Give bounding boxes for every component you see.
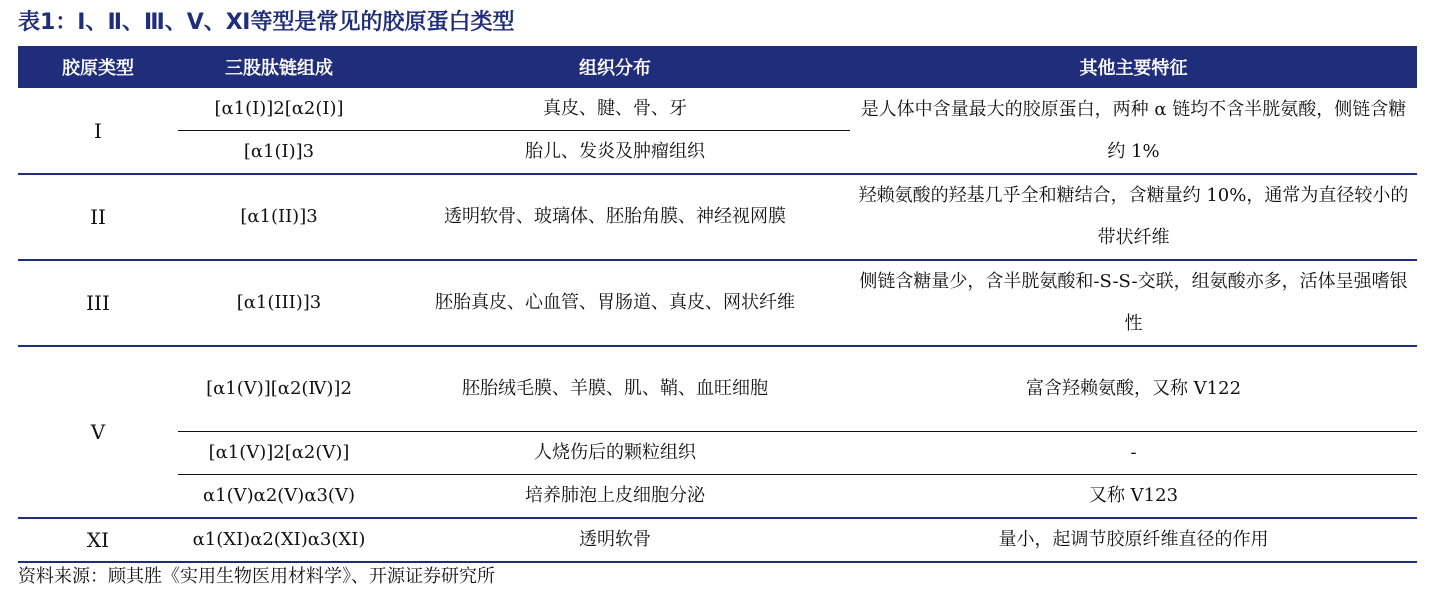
cell-type: II: [18, 174, 178, 260]
cell-type: V: [18, 346, 178, 518]
source-note: 资料来源：顾其胜《实用生物医用材料学》、开源证券研究所: [18, 566, 495, 587]
table-row: [18, 88, 1417, 131]
header-row: [18, 46, 1417, 88]
cell-chain: [α1(II)]3: [178, 174, 380, 260]
header-type: 胶原类型: [18, 46, 178, 88]
cell-features: 富含羟赖氨酸，又称 V122: [850, 346, 1417, 432]
header-features: 其他主要特征: [850, 46, 1417, 88]
cell-distribution: 透明软骨: [380, 518, 850, 562]
cell-chain: [α1(Ⅴ)]2[α2(Ⅴ)]: [178, 432, 380, 475]
table-row: [18, 432, 1417, 475]
cell-chain: α1(XI)α2(XI)α3(XI): [178, 518, 380, 562]
cell-distribution: 培养肺泡上皮细胞分泌: [380, 475, 850, 519]
table-row: [18, 174, 1417, 260]
cell-type: III: [18, 260, 178, 346]
table-row: [18, 518, 1417, 562]
cell-chain: [α1(Ⅴ)][α2(Ⅳ)]2: [178, 346, 380, 432]
cell-distribution: 透明软骨、玻璃体、胚胎角膜、神经视网膜: [380, 174, 850, 260]
cell-distribution: 胎儿、发炎及肿瘤组织: [380, 131, 850, 175]
cell-type: XI: [18, 518, 178, 562]
cell-features: 是人体中含量最大的胶原蛋白，两种 α 链均不含半胱氨酸，侧链含糖约 1%: [850, 88, 1417, 174]
cell-chain: [α1(III)]3: [178, 260, 380, 346]
cell-distribution: 真皮、腱、骨、牙: [380, 88, 850, 131]
cell-features: 又称 V123: [850, 475, 1417, 519]
cell-features: -: [850, 432, 1417, 475]
table-row: [18, 475, 1417, 519]
table-title: 表1：Ⅰ、Ⅱ、Ⅲ、Ⅴ、Ⅺ等型是常见的胶原蛋白类型: [18, 10, 515, 35]
cell-type: I: [18, 88, 178, 174]
cell-features: 量小，起调节胶原纤维直径的作用: [850, 518, 1417, 562]
cell-chain: [α1(I)]3: [178, 131, 380, 175]
cell-distribution: 胚胎绒毛膜、羊膜、肌、鞘、血旺细胞: [380, 346, 850, 432]
collagen-types-table: [18, 46, 1417, 563]
header-distribution: 组织分布: [380, 46, 850, 88]
cell-features: 侧链含糖量少，含半胱氨酸和-S-S-交联，组氨酸亦多，活体呈强嗜银性: [850, 260, 1417, 346]
table-row: [18, 346, 1417, 432]
cell-chain: [α1(I)]2[α2(I)]: [178, 88, 380, 131]
header-chain: 三股肽链组成: [178, 46, 380, 88]
cell-chain: α1(Ⅴ)α2(Ⅴ)α3(Ⅴ): [178, 475, 380, 519]
cell-features: 羟赖氨酸的羟基几乎全和糖结合，含糖量约 10%，通常为直径较小的带状纤维: [850, 174, 1417, 260]
table-row: [18, 260, 1417, 346]
cell-distribution: 人烧伤后的颗粒组织: [380, 432, 850, 475]
cell-distribution: 胚胎真皮、心血管、胃肠道、真皮、网状纤维: [380, 260, 850, 346]
